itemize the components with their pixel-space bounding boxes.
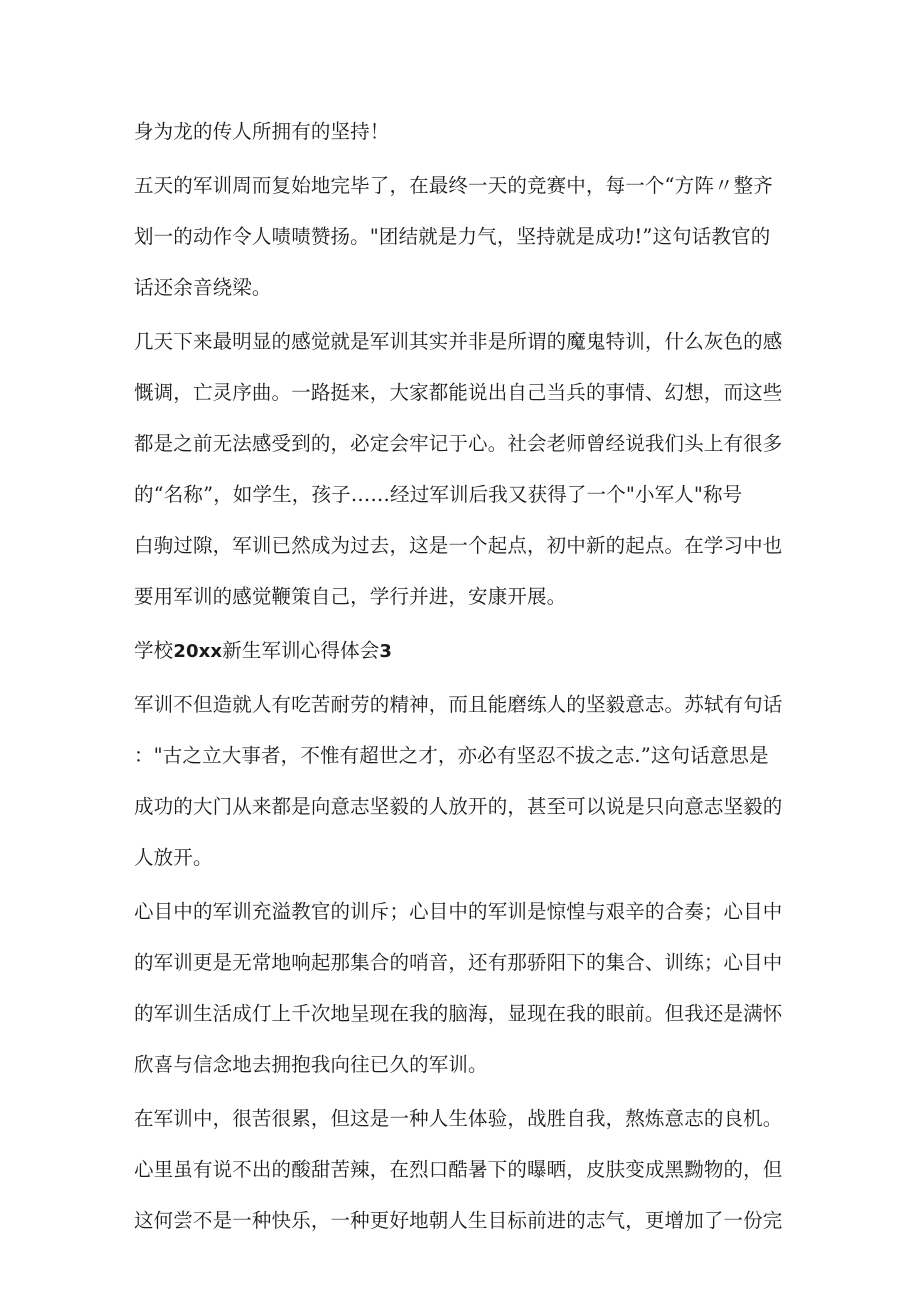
text-line: 这何尝不是一种快乐，一种更好地朝人生目标前进的志气，更增加了一份完 — [134, 1209, 783, 1232]
document-page — [134, 106, 794, 1246]
text-line: 军训不但造就人有吃苦耐劳的精神，而且能磨练人的坚毅意志。苏轼有句话 — [134, 693, 783, 716]
text-line: 要用军训的感觉鞭策自己，学行并进，安康开展。 — [134, 585, 567, 608]
text-line: 划一的动作令人啧啧赞扬。"团结就是力气，坚持就是成功!”这句话教官的 — [134, 225, 771, 248]
paragraph-1 — [134, 106, 794, 157]
paragraph-2 — [134, 160, 794, 313]
text-line: 的军训更是无常地响起那集合的哨音，还有那骄阳下的集合、训练；心目中 — [134, 951, 783, 974]
text-line: 人放开。 — [134, 846, 213, 869]
text-line: ："古之立大事者，不惟有超世之才，亦必有坚忍不拔之志.”这句话意思是 — [134, 744, 769, 767]
text-line: 心目中的军训充溢教官的训斥；心目中的军训是惊惶与艰辛的合奏；心目中 — [134, 900, 783, 923]
text-line: 在军训中，很苦很累，但这是一种人生体验，战胜自我，熬炼意志的良机。 — [134, 1107, 783, 1130]
text-line: 白驹过隙，军训已然成为过去，这是一个起点，初中新的起点。在学习中也 — [134, 534, 783, 557]
heading-middle: 新生军训心得体会 — [222, 639, 380, 662]
text-line: 五天的军训周而复始地完毕了，在最终一天的竞赛中，每一个“方阵〃整齐 — [134, 174, 773, 197]
paragraph-3 — [134, 316, 794, 622]
text-line: 都是之前无法感受到的，必定会牢记于心。社会老师曾经说我们头上有很多 — [134, 432, 783, 455]
paragraph-6 — [134, 1093, 794, 1246]
text-line: 身为龙的传人所拥有的坚持！ — [134, 120, 390, 143]
text-line: 慨调，亡灵序曲。一路挺来，大家都能说出自己当兵的事情、幻想，而这些 — [134, 381, 783, 404]
heading-year: 20xx — [173, 641, 223, 662]
paragraph-5 — [134, 886, 794, 1090]
heading-number: 3 — [379, 641, 393, 662]
text-line: 的“名称”，如学生，孩子……经过军训后我又获得了一个"小军人"称号 — [134, 483, 743, 506]
text-line: 欣喜与信念地去拥抱我向往已久的军训。 — [134, 1053, 488, 1076]
text-line: 成功的大门从来都是向意志坚毅的人放开的，甚至可以说是只向意志坚毅的 — [134, 795, 783, 818]
text-line: 心里虽有说不出的酸甜苦辣，在烈口酷暑下的曝晒，皮肤变成黑黝物的，但 — [134, 1158, 783, 1181]
text-line: 的军训生活成仃上千次地呈现在我的脑海，显现在我的眼前。但我还是满怀 — [134, 1002, 783, 1025]
paragraph-4 — [134, 679, 794, 883]
section-heading — [134, 625, 794, 676]
text-line: 话还余音绕梁。 — [134, 276, 272, 299]
heading-prefix: 学校 — [134, 639, 174, 662]
text-line: 几天下来最明显的感觉就是军训其实并非是所谓的魔鬼特训，什么灰色的感 — [134, 330, 783, 353]
